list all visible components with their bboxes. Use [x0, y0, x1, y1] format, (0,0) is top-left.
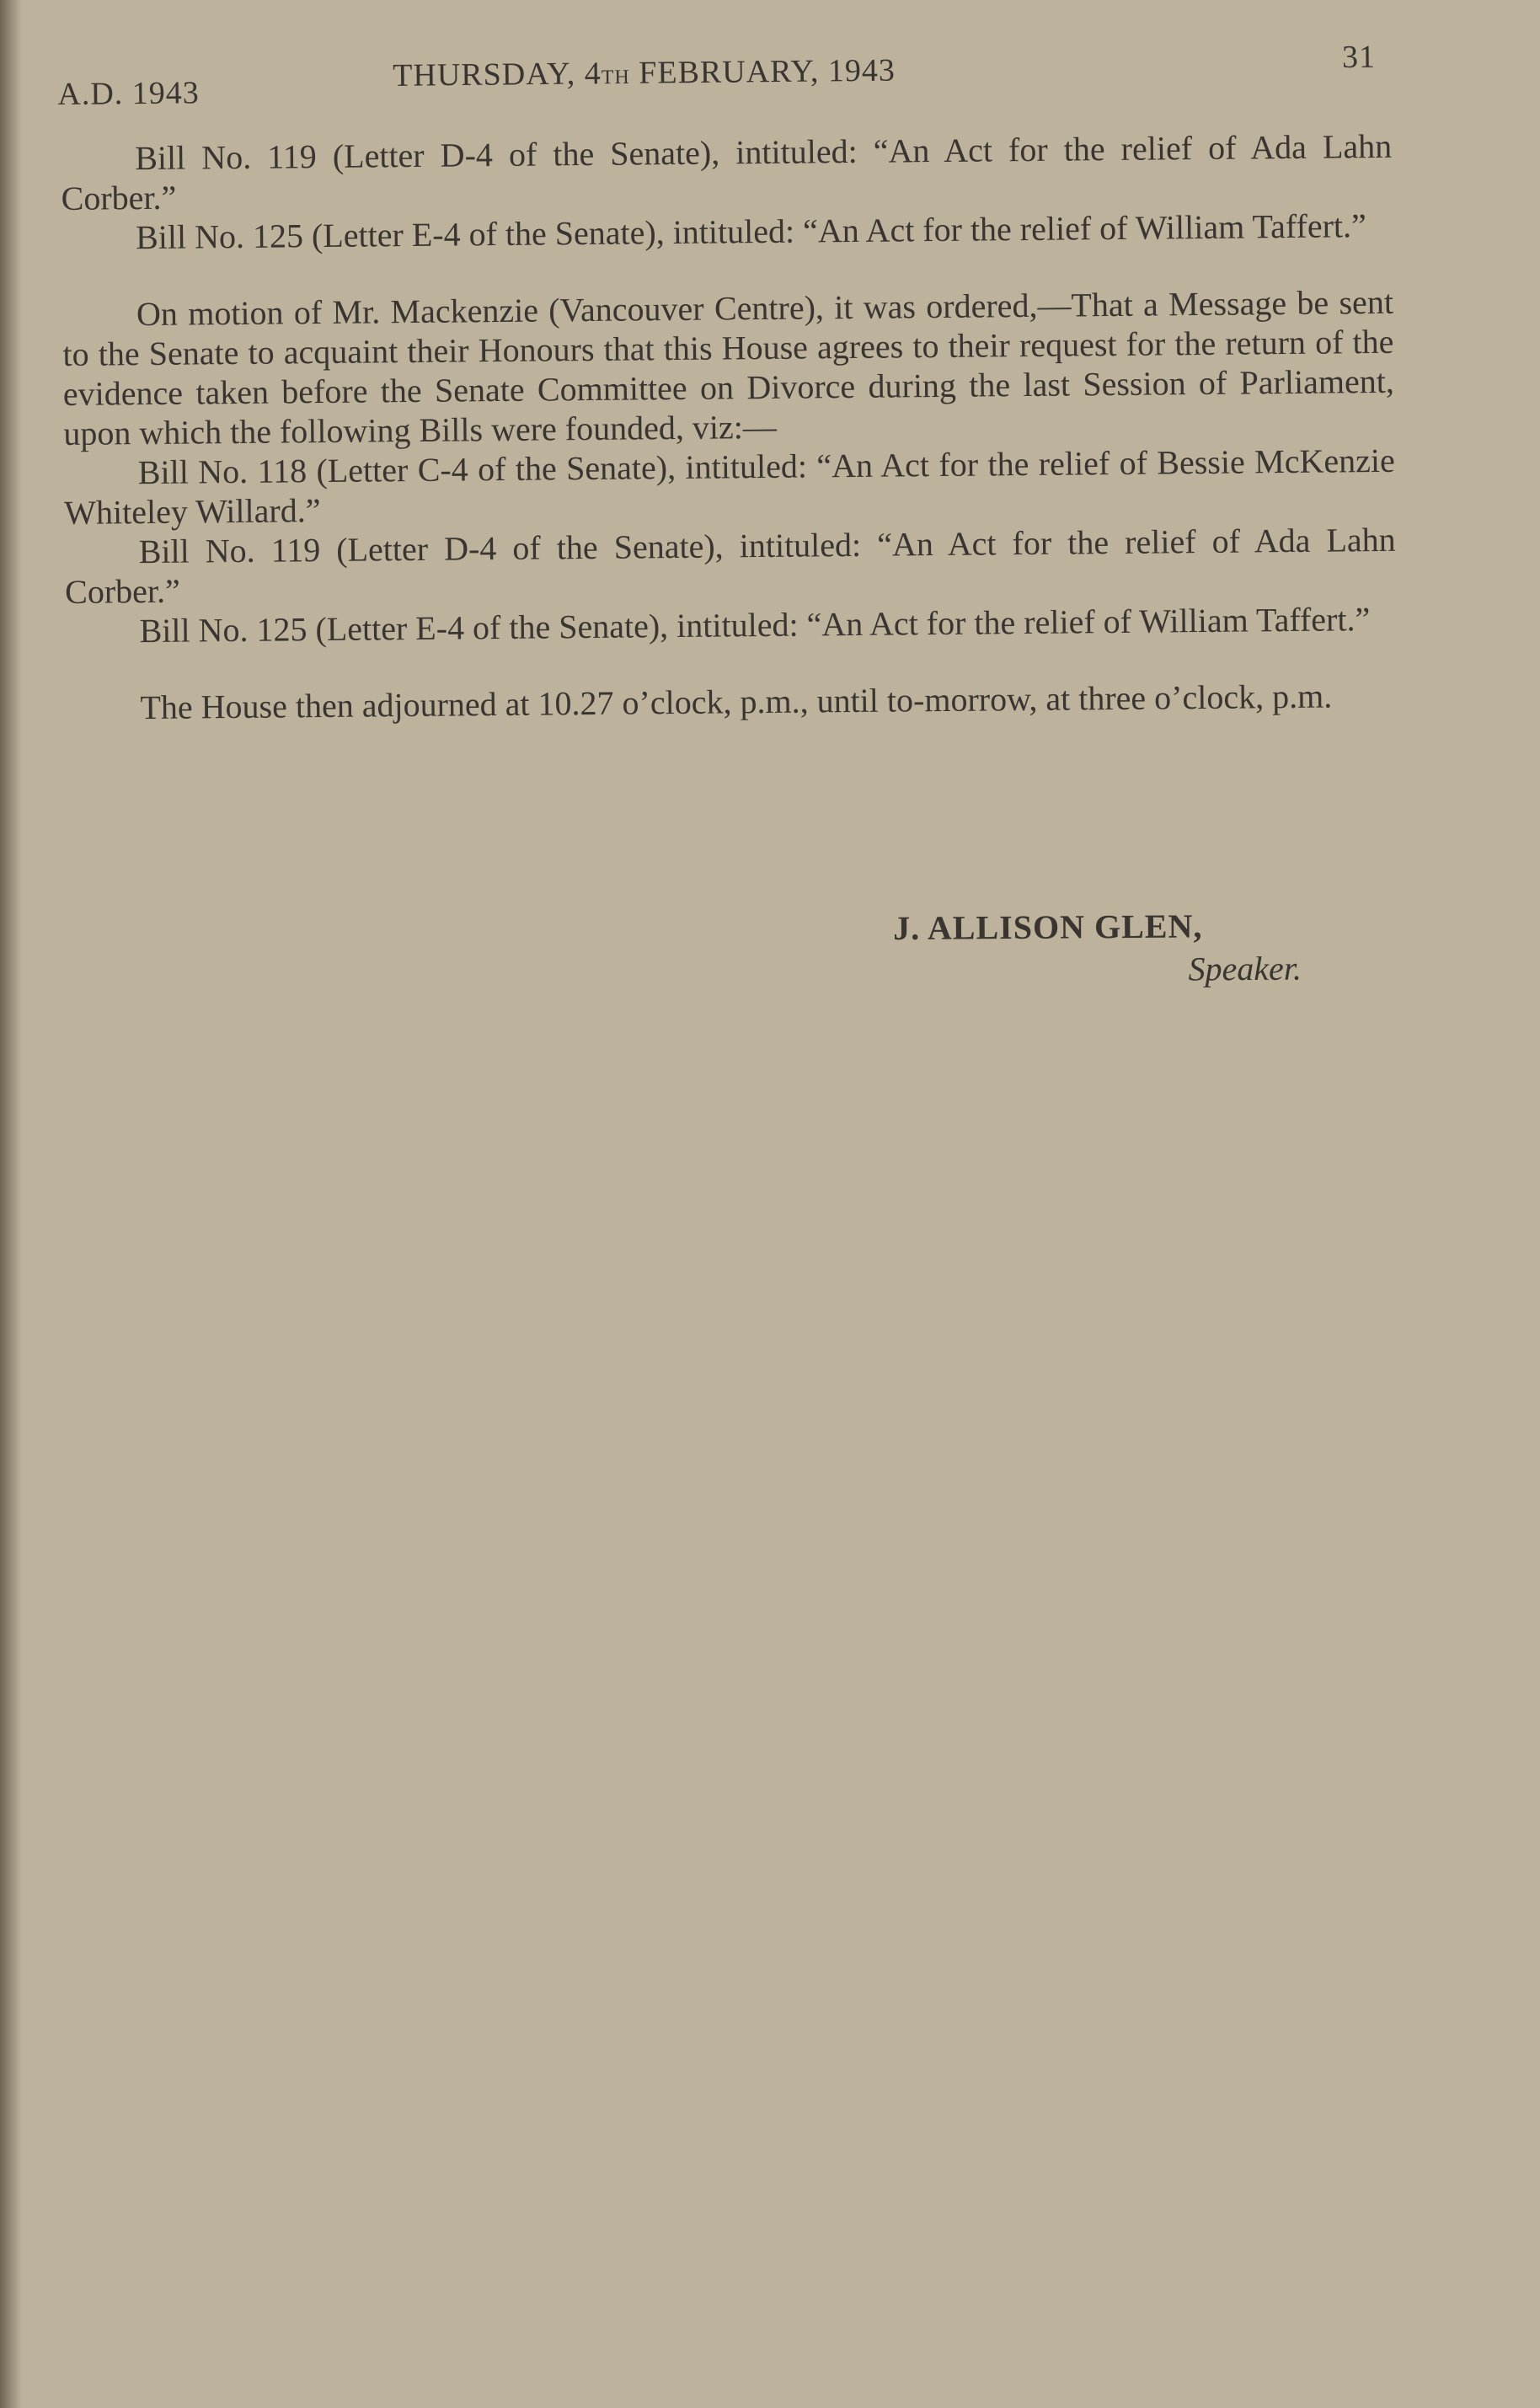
header-date-rest: FEBRUARY, 1943 [629, 52, 896, 91]
running-header [57, 39, 1389, 112]
paragraph-bill-125-second: Bill No. 125 (Letter E-4 of the Senate), intituled: “An Act for the relief of William Taffert.” [139, 600, 1371, 650]
page-number: 31 [1341, 39, 1377, 76]
header-date-day: THURSDAY, 4 [392, 56, 602, 94]
paragraph-bill-119-first: Bill No. 119 (Letter D-4 of the Senate), intituled: “An Act for the relief of Ada Lahn Corber.” [61, 126, 1393, 217]
header-date [393, 52, 896, 94]
paragraph-bill-119-second: Bill No. 119 (Letter D-4 of the Senate), intituled: “An Act for the relief of Ada Lahn Corber.” [64, 520, 1396, 611]
page-spine-shadow [0, 0, 22, 2408]
paragraph-adjournment: The House then adjourned at 10.27 o’clock, p.m., until to-morrow, at three o’clock, p.m. [140, 677, 1333, 727]
signature-block [893, 905, 1332, 991]
signatory-name: J. ALLISON GLEN, [893, 907, 1203, 947]
paragraph-bill-118: Bill No. 118 (Letter C-4 of the Senate), intituled: “An Act for the relief of Bessie McKenzie Whiteley Willard.” [64, 441, 1395, 532]
signatory-title: Speaker. [1188, 949, 1302, 988]
header-date-ordinal: th [601, 58, 630, 91]
paragraph-motion: On motion of Mr. Mackenzie (Vancouver Centre), it was ordered,—That a Message be sent to the Senate to acquaint their Honours that this House agrees to their request for the return of the evidence taken before the Senate Committee on Divorce during the last Session of Parliament, upon which the following Bills were founded, viz:— [62, 282, 1395, 452]
header-year: A.D. 1943 [57, 75, 201, 112]
body-text [61, 126, 1398, 728]
paragraph-bill-125-first: Bill No. 125 (Letter E-4 of the Senate), intituled: “An Act for the relief of William Taffert.” [135, 206, 1366, 257]
